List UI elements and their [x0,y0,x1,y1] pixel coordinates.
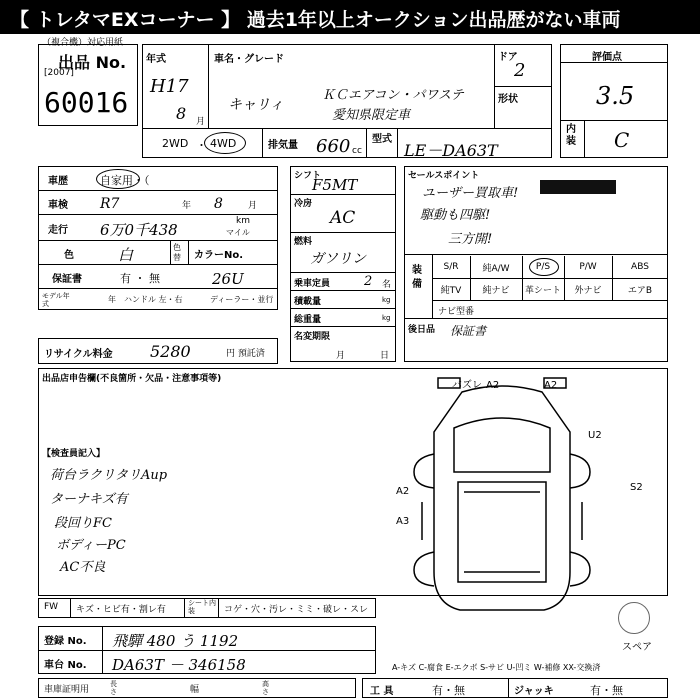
inspection-month-unit: 月 [248,201,258,211]
sales-line1: ユーザー買取車! [422,186,519,201]
mark-u2: U2 [588,430,602,441]
redacted-block [540,180,616,194]
tools-value: 有・無 [432,684,465,697]
note-1: 荷台ラクリタリAup [50,468,168,483]
capacity-label: 乗車定員 [294,279,331,289]
color-no-label: カラーNo. [194,250,244,261]
name-change-day: 日 [380,351,390,361]
after-label: 後日品 [408,325,436,335]
grade-line1: ＫＣエアコン・パワステ [322,88,464,103]
warranty-label: 保証書 [52,274,82,285]
equip-navi: 純ナビ [482,285,510,296]
ac-label: 冷房 [294,199,313,209]
equip-pw: P/W [579,262,597,272]
equip-leather: 革シート [524,285,561,296]
after-value: 保証書 [450,324,487,338]
shape-label: 形状 [498,94,518,105]
fuel-label: 燃料 [294,237,313,247]
model-year-label: モデル年式 [42,292,70,308]
tools-label: 工 具 [370,686,394,697]
door-label: ドア [498,52,518,63]
equip-aw: 純A/W [482,263,510,274]
chassis-label: 車台 No. [44,660,87,671]
model-value: LE－DA63T [404,141,498,160]
recycle-label: リサイクル料金 [44,349,113,360]
width-label: 幅 [190,685,200,695]
warranty-value: 有 ・ 無 [120,272,160,285]
drive-circle [204,132,246,154]
recycle-unit: 円 預託済 [226,349,265,359]
color-change: 色替 [173,243,181,262]
interior-value: C [614,128,630,152]
shift-label: シフト [294,171,322,181]
handle-label: ハンドル 左・右 [124,295,183,304]
carname-label: 車名・グレード [214,54,284,65]
sales-line2: 駆動も四駆! [420,208,491,223]
name-change-label: 名変期限 [294,332,331,342]
car-diagram [392,372,612,622]
model-label: 型式 [372,134,392,145]
fuel-value: ガソリン [310,251,366,267]
equip-ps: P/S [535,262,551,272]
mark-a3: A3 [396,516,410,527]
score-value: 3.5 [596,82,635,110]
seat-items: コゲ・穴・汚レ・ミミ・破レ・スレ [224,605,369,615]
dealer-label: ディーラー・並行 [210,295,274,304]
displacement-value: 660 [316,136,351,157]
mileage-label: 走行 [48,225,68,236]
lot-number: 60016 [44,86,129,119]
interior-label: 内装 [566,124,576,147]
spare-label: スペア [622,642,652,653]
inspection-year-unit: 年 [182,201,192,211]
door-value: 2 [514,60,526,81]
reg-label: 登録 No. [44,636,87,647]
equip-airbag: エアB [627,285,653,296]
note-4: ボディーPC [56,538,126,553]
shift-value: F5MT [312,176,358,194]
equip-abs: ABS [631,262,649,272]
mark-a2-front: A2 [486,380,500,391]
history-circle [96,169,140,189]
inspection-value: R7 [100,196,120,212]
nenshiki-value: H17 [150,76,189,97]
displacement-label: 排気量 [268,140,298,151]
mark-bazure: バズレ [452,380,482,391]
equip-sr: S/R [443,262,459,272]
reg-value: 飛驒 480 う 1192 [112,632,239,650]
mile-unit: マイル [226,228,250,237]
gross-label: 総重量 [294,315,322,325]
equip-ps-circle [529,258,559,276]
recycle-value: 5280 [150,342,191,361]
load-label: 積載量 [294,297,322,307]
color-value: 白 [118,246,134,264]
header-title: 【 トレタマEXコーナー 】 過去1年以上オークション出品歴がない車両 [10,9,621,31]
navi-label: ナビ型番 [438,307,475,317]
mark-a2-side: A2 [396,486,410,497]
drive-2wd: 2WD [162,137,189,150]
gross-kg: kg [382,314,391,322]
color-label: 色 [64,250,74,261]
equip-tv: 純TV [440,285,462,296]
inspection-label: 車検 [48,200,68,211]
chassis-value: DA63T － 346158 [112,656,246,674]
spare-circle [618,602,650,634]
history-value: 自家用・（ [100,174,150,187]
fw-items: キズ・ヒビ有・割レ有 [76,605,166,615]
multi-note: （複合機）対応用紙 [42,38,124,48]
fw-label: FW [44,602,59,612]
length-label: 長さ [110,680,117,696]
report-title: 出品店申告欄(不良箇所・欠品・注意事項等) [42,374,222,384]
sales-title: セールスポイント [408,171,480,181]
cert-label: 車庫証明用 [44,685,90,695]
inspection-month: 8 [214,196,223,212]
carname-value: キャリィ [228,97,284,113]
legend: A-キズ C-腐食 E-エクボ S-サビ U-凹ミ W-補修 XX-交換済 [392,663,601,672]
mark-a2-front-right: A2 [544,380,558,391]
seat-label: シート内装 [188,599,216,615]
cc-unit: cc [352,146,362,156]
model-year-nen: 年 [108,295,116,304]
lot-year-small: [2007] [44,68,74,78]
jack-value: 有・無 [590,684,623,697]
mileage-value: 6万0千438 [100,221,178,239]
drive-4wd: 4WD [210,137,237,150]
equip-ext-navi: 外ナビ [574,285,602,296]
inspector-label: 【検査員記入】 [42,449,106,459]
lot-label: 出品 No. [58,53,127,72]
note-3: 段回りFC [54,516,112,531]
grade-line2: 愛知県限定車 [332,108,411,123]
capacity-unit: 名 [382,280,392,290]
month-value: 8 [176,104,187,123]
km-unit: km [236,216,250,226]
ac-value: AC [330,208,356,228]
score-label: 評価点 [592,52,622,63]
equip-label: 装備 [412,265,422,290]
history-label: 車歴 [48,176,68,187]
name-change-month: 月 [336,351,346,361]
mark-s2: S2 [630,482,643,493]
jack-label: ジャッキ [514,686,554,697]
note-5: AC不良 [60,560,106,575]
sales-line3: 三方開! [448,232,493,247]
month-unit: 月 [196,117,206,127]
note-2: ターナキズ有 [50,492,128,507]
nenshiki-label: 年式 [146,54,166,65]
load-kg: kg [382,296,391,304]
height-label: 高さ [262,680,269,696]
color-no-value: 26U [212,270,244,288]
capacity-value: 2 [364,274,373,289]
